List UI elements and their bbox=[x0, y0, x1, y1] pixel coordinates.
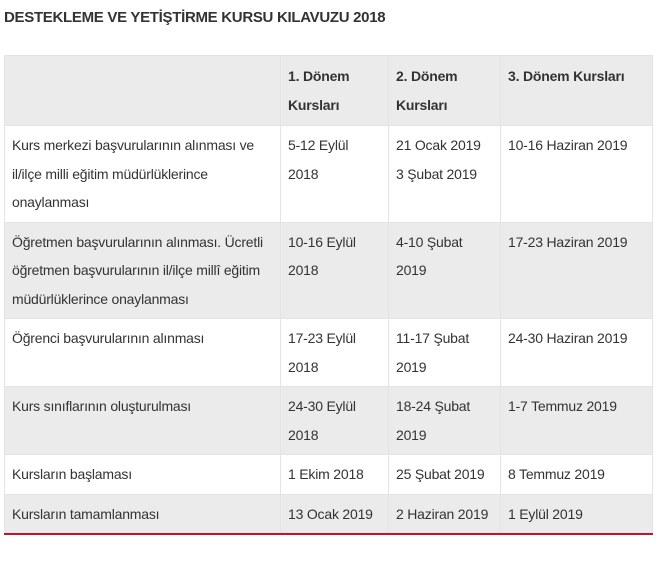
table-cell: 25 Şubat 2019 bbox=[389, 455, 501, 495]
table-cell: 17-23 Haziran 2019 bbox=[501, 222, 653, 319]
row-label: Öğretmen başvurularının alınması. Ücretli öğretmen başvurularının il/ilçe millî eğitim müdürlüklerince onaylanması bbox=[5, 222, 281, 319]
header-cell: 1. Dönem Kursları bbox=[281, 56, 389, 126]
table-cell: 8 Temmuz 2019 bbox=[501, 455, 653, 495]
header-cell bbox=[5, 56, 281, 126]
row-label: Kursların tamamlanması bbox=[5, 494, 281, 534]
cell-line: 21 Ocak 2019 bbox=[396, 137, 481, 153]
page-title: DESTEKLEME VE YETİŞTİRME KURSU KILAVUZU 2018 bbox=[4, 9, 386, 26]
table-row bbox=[5, 455, 653, 495]
header-cell: 3. Dönem Kursları bbox=[501, 56, 653, 126]
table-cell: 17-23 Eylül 2018 bbox=[281, 319, 389, 387]
table-cell: 24-30 Haziran 2019 bbox=[501, 319, 653, 387]
row-label: Kursların başlaması bbox=[5, 455, 281, 495]
table-cell: 10-16 Eylül 2018 bbox=[281, 222, 389, 319]
table-row bbox=[5, 126, 653, 223]
cell-line: 3 Şubat 2019 bbox=[396, 165, 477, 182]
table-cell: 24-30 Eylül 2018 bbox=[281, 387, 389, 455]
table-row bbox=[5, 222, 653, 319]
table-row bbox=[5, 494, 653, 534]
table-cell: 5-12 Eylül 2018 bbox=[281, 126, 389, 223]
table-row bbox=[5, 319, 653, 387]
row-label: Öğrenci başvurularının alınması bbox=[5, 319, 281, 387]
table-cell: 4-10 Şubat 2019 bbox=[389, 222, 501, 319]
schedule-table bbox=[4, 55, 653, 535]
table-cell bbox=[389, 126, 501, 223]
table-cell: 11-17 Şubat 2019 bbox=[389, 319, 501, 387]
table-cell: 2 Haziran 2019 bbox=[389, 494, 501, 534]
table-cell: 13 Ocak 2019 bbox=[281, 494, 389, 534]
table-cell: 1 Ekim 2018 bbox=[281, 455, 389, 495]
table-cell: 18-24 Şubat 2019 bbox=[389, 387, 501, 455]
table-header-row bbox=[5, 56, 653, 126]
table-cell: 1-7 Temmuz 2019 bbox=[501, 387, 653, 455]
row-label: Kurs merkezi başvurularının alınması ve il/ilçe milli eğitim müdürlüklerince onaylanması bbox=[5, 126, 281, 223]
table-cell: 1 Eylül 2019 bbox=[501, 494, 653, 534]
table-cell: 10-16 Haziran 2019 bbox=[501, 126, 653, 223]
table-row bbox=[5, 387, 653, 455]
header-cell: 2. Dönem Kursları bbox=[389, 56, 501, 126]
row-label: Kurs sınıflarının oluşturulması bbox=[5, 387, 281, 455]
